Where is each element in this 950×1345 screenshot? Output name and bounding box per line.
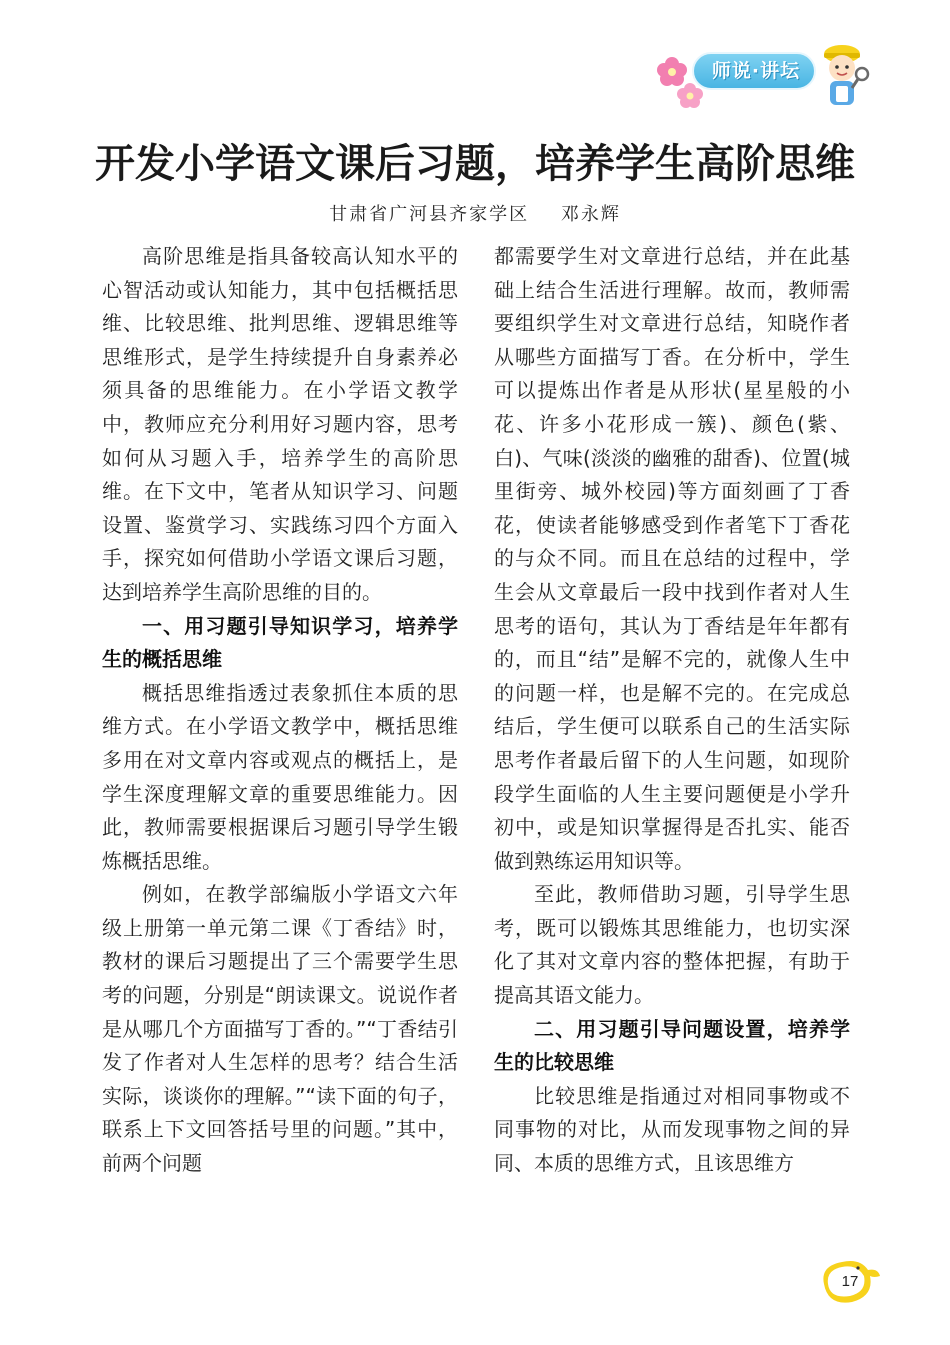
paragraph: 至此，教师借助习题，引导学生思考，既可以锻炼其思维能力，也切实深化了其对文章内容的整体把握，有助于提高其语文能力。 — [494, 882, 850, 1008]
paragraph: 比较思维是指通过对相同事物或不同事物的对比，从而发现事物之间的异同、本质的思维方式，且该思维方 — [494, 1083, 850, 1176]
page-number: 17 — [841, 1273, 859, 1290]
paragraph: 概括思维指透过表象抓住本质的思维方式。在小学语文教学中，概括思维多用在对文章内容或观点的概括上，是学生深度理解文章的重要思维能力。因此，教师需要根据课后习题引导学生锻炼概括思维。 — [102, 680, 458, 873]
paragraph-continued: 都需要学生对文章进行总结，并在此基础上结合生活进行理解。故而，教师需要组织学生对文章进行总结，知晓作者从哪些方面描写丁香。在分析中，学生可以提炼出作者是从形状(星星般的小花、许多小花形成一簇)、颜色(紫、白)、气味(淡淡的幽雅的甜香)、位置(城里街旁、城外校园)等方面刻画了丁香花，使读者能够感受到作者笔下丁香花的与众不同。而且在总结的过程中，学生会从文章最后一段中找到作者对人生思考的语句，其认为丁香结是年年都有的，而且“结”是解不完的，就像人生中的问题一样，也是解不完的。在完成总结后，学生便可以联系自己的生活实际思考作者最后留下的人生问题，如现阶段学生面临的人生主要问题便是小学升初中，或是知识掌握得是否扎实、能否做到熟练运用知识等。 — [494, 244, 850, 873]
section-heading: 一、用习题引导知识学习，培养学生的概括思维 — [102, 613, 458, 672]
article-title: 开发小学语文课后习题，培养学生高阶思维 — [95, 141, 855, 187]
column-label: 师说·讲坛 — [711, 60, 801, 82]
paragraph: 高阶思维是指具备较高认知水平的心智活动或认知能力，其中包括概括思维、比较思维、批判思维、逻辑思维等思维形式，是学生持续提升自身素养必须具备的思维能力。在小学语文教学中，教师应充分利用好习题内容，思考如何从习题入手，培养学生的高阶思维。在下文中，笔者从知识学习、问题设置、鉴赏学习、实践练习四个方面入手，探究如何借助小学语文课后习题，达到培养学生高阶思维的目的。 — [102, 244, 458, 604]
paragraph: 例如，在教学部编版小学语文六年级上册第一单元第二课《丁香结》时，教材的课后习题提出了三个需要学生思考的问题，分别是“朗读课文。说说作者是从哪几个方面描写丁香的。”“丁香结引发了作者对人生怎样的思考？结合生活实际，谈谈你的理解。”“读下面的句子，联系上下文回答括号里的问题。”其中，前两个问题 — [102, 882, 458, 1176]
author-name: 邓永辉 — [560, 204, 621, 225]
right-column — [494, 240, 850, 1220]
left-column — [102, 240, 458, 1220]
column-banner — [656, 42, 870, 112]
column-label-badge — [692, 52, 816, 90]
author-affiliation: 甘肃省广河县齐家学区 — [329, 204, 530, 225]
page-number-badge — [818, 1254, 882, 1310]
section-heading: 二、用习题引导问题设置，培养学生的比较思维 — [494, 1016, 850, 1075]
mascot-icon — [816, 42, 870, 112]
byline — [0, 202, 950, 228]
